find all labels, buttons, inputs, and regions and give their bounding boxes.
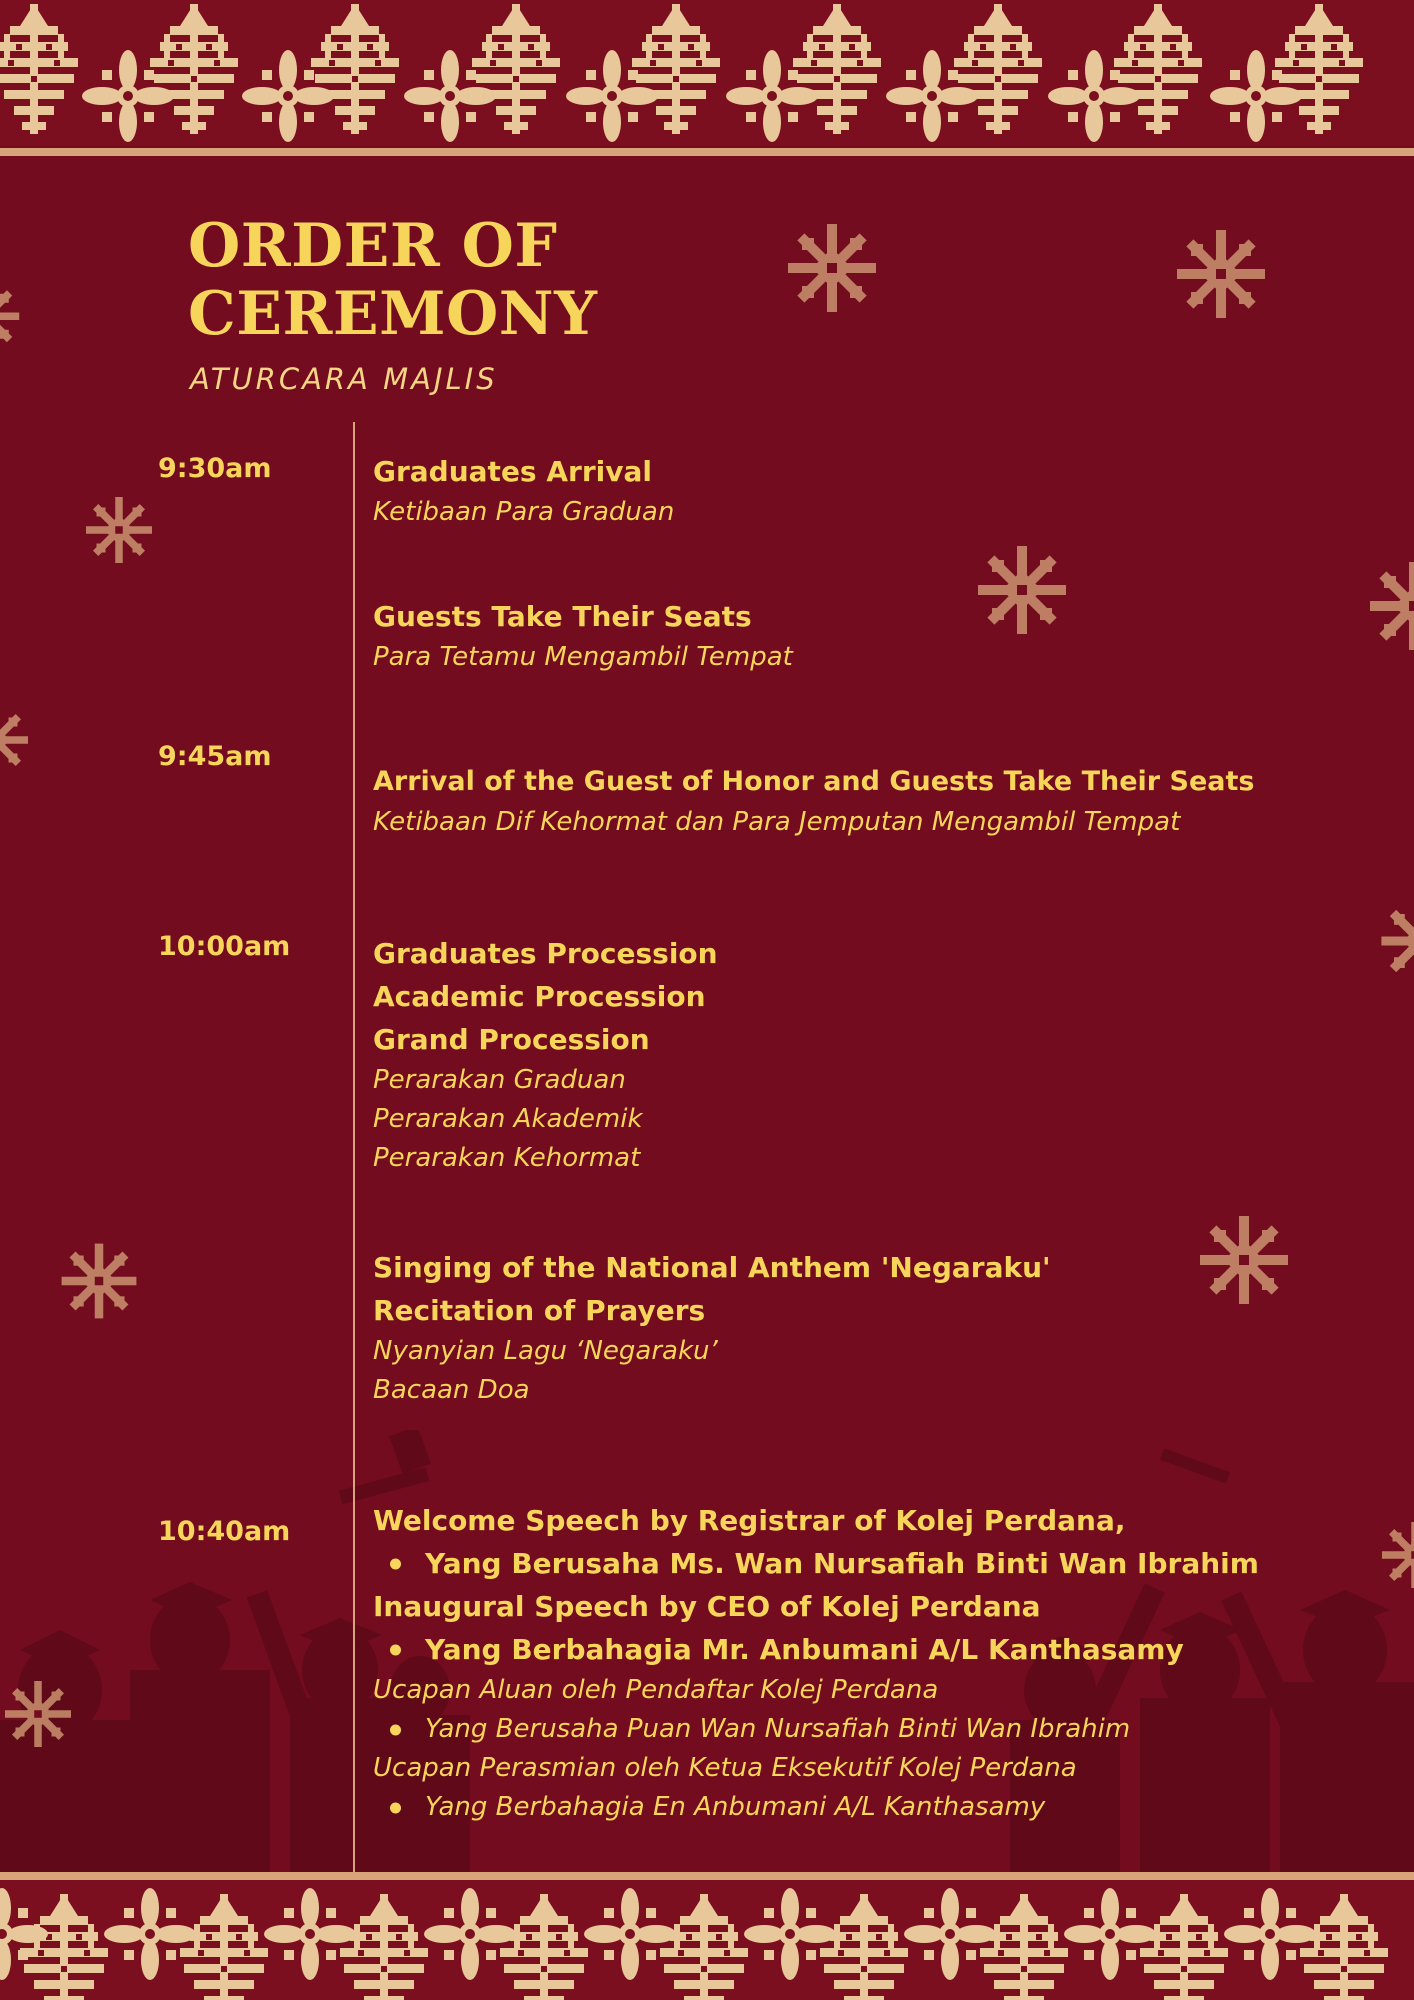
snowflake-motif-icon	[84, 495, 154, 565]
title-line-1: ORDER OF	[188, 211, 558, 281]
snowflake-motif-icon	[778, 214, 886, 322]
english-item: Arrival of the Guest of Honor and Guests Take Their Seats	[373, 766, 1255, 797]
english-item: Welcome Speech by Registrar of Kolej Perdana,	[373, 1504, 1126, 1537]
page-title	[188, 212, 597, 348]
title-line-2: CEREMONY	[188, 279, 598, 349]
time-label: 10:00am	[158, 931, 291, 962]
malay-item: Perarakan Kehormat	[373, 1143, 641, 1173]
schedule-entry	[373, 760, 1393, 842]
english-item: Recitation of Prayers	[373, 1294, 706, 1327]
schedule-entry	[373, 1499, 1393, 1827]
english-item: Guests Take Their Seats	[373, 600, 752, 633]
malay-bullet-item: Yang Berbahagia En Anbumani A/L Kanthasamy	[373, 1788, 1393, 1827]
snowflake-motif-icon	[0, 1676, 76, 1752]
page-subtitle: ATURCARA MAJLIS	[190, 362, 498, 396]
schedule-entry	[373, 1246, 1393, 1410]
time-label: 10:40am	[158, 1516, 291, 1547]
schedule-entry	[373, 450, 1393, 532]
snowflake-motif-icon	[0, 705, 30, 775]
malay-item: Bacaan Doa	[373, 1375, 530, 1405]
malay-item: Ucapan Perasmian oleh Ketua Eksekutif Kolej Perdana	[373, 1753, 1077, 1783]
malay-bullet-item: Yang Berusaha Puan Wan Nursafiah Binti Wan Ibrahim	[373, 1710, 1393, 1749]
snowflake-motif-icon	[0, 290, 30, 360]
top-border-pattern	[0, 0, 1414, 146]
schedule-entry	[373, 932, 1393, 1178]
schedule-entry	[373, 595, 1393, 677]
malay-item: Nyanyian Lagu ‘Negaraku’	[373, 1336, 718, 1366]
malay-item: Para Tetamu Mengambil Tempat	[373, 642, 793, 672]
malay-item: Ketibaan Dif Kehormat dan Para Jemputan Mengambil Tempat	[373, 807, 1181, 837]
malay-item: Ucapan Aluan oleh Pendaftar Kolej Perdana	[373, 1675, 939, 1705]
time-label: 9:45am	[158, 741, 272, 772]
malay-item: Perarakan Graduan	[373, 1065, 626, 1095]
top-divider	[0, 148, 1414, 156]
timeline-line	[353, 422, 355, 1890]
songket-pattern-icon	[0, 0, 1414, 146]
english-item: Inaugural Speech by CEO of Kolej Perdana	[373, 1590, 1041, 1623]
english-bullet-item: Yang Berusaha Ms. Wan Nursafiah Binti Wan Ibrahim	[373, 1542, 1393, 1585]
english-item: Academic Procession	[373, 980, 706, 1013]
time-label: 9:30am	[158, 453, 272, 484]
english-item: Graduates Arrival	[373, 455, 652, 488]
english-item: Singing of the National Anthem 'Negaraku'	[373, 1251, 1051, 1284]
songket-pattern-icon	[0, 1880, 1414, 2000]
malay-item: Ketibaan Para Graduan	[373, 497, 675, 527]
snowflake-motif-icon	[1167, 220, 1275, 328]
english-item: Grand Procession	[373, 1023, 650, 1056]
english-bullet-item: Yang Berbahagia Mr. Anbumani A/L Kanthasamy	[373, 1628, 1393, 1671]
bottom-divider	[0, 1872, 1414, 1880]
bottom-border-pattern	[0, 1880, 1414, 2000]
snowflake-motif-icon	[56, 1238, 142, 1324]
english-item: Graduates Procession	[373, 937, 718, 970]
malay-item: Perarakan Akademik	[373, 1104, 643, 1134]
